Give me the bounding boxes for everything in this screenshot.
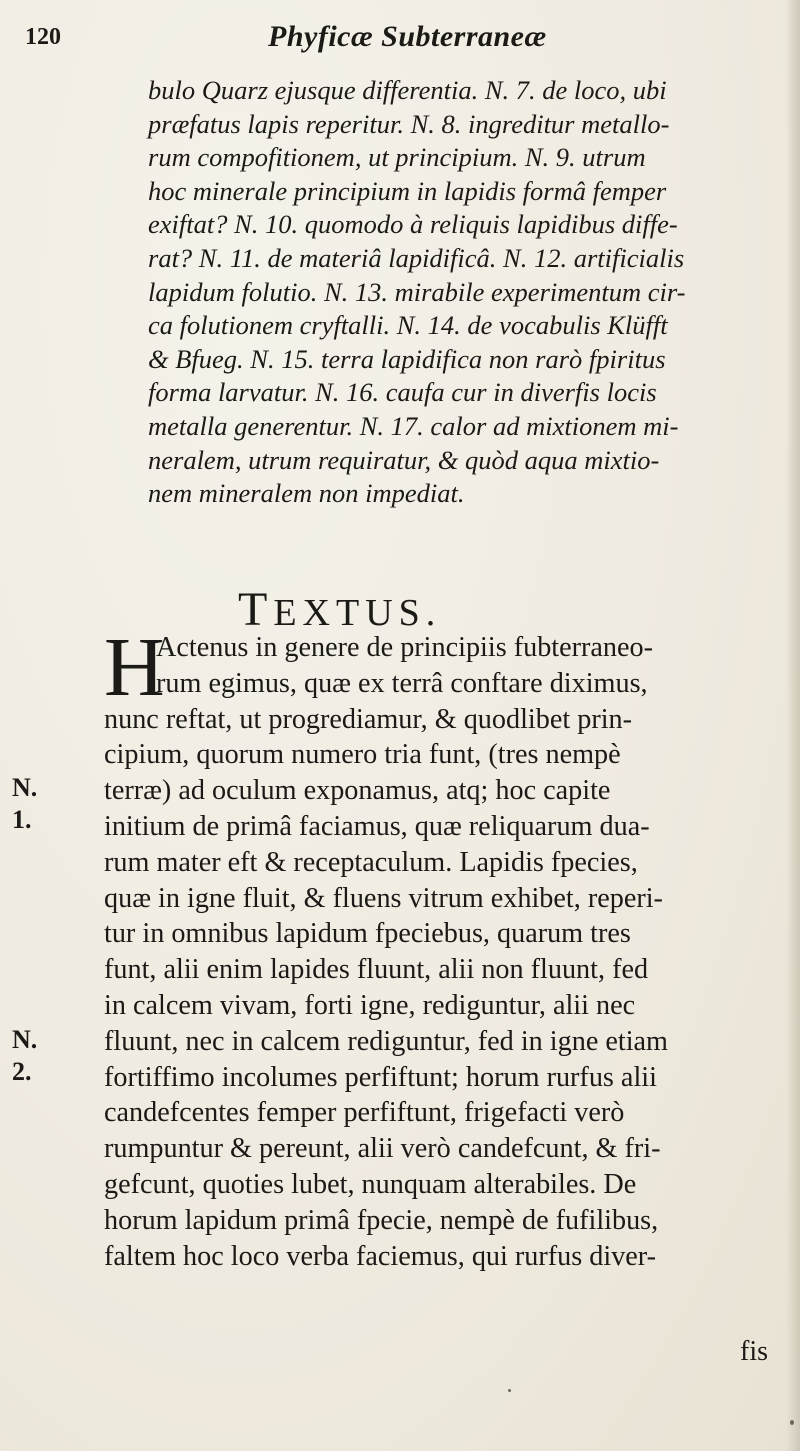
summary-line: nem mineralem non impediat.	[148, 478, 465, 509]
text-line: terræ) ad oculum exponamus, atq; hoc capite	[104, 775, 611, 807]
summary-line: bulo Quarz ejusque differentia. N. 7. de loco, ubi	[148, 75, 667, 105]
chapter-summary	[148, 74, 788, 511]
text-line: nunc reftat, ut progrediamur, & quodlibet prin-	[104, 703, 633, 735]
summary-line: & Bfueg. N. 15. terra lapidifica non rarò fpiritus	[148, 343, 666, 374]
text-line: Actenus in genere de principiis fubterraneo-	[156, 632, 653, 663]
margin-note-number: 1.	[12, 805, 32, 834]
text-line: quæ in igne fluit, & fluens vitrum exhibet, reperi-	[104, 882, 663, 914]
summary-line: rat? N. 11. de materiâ lapidificâ. N. 12. artificialis	[148, 242, 685, 273]
text-line: gefcunt, quoties lubet, nunquam alterabiles. De	[104, 1168, 637, 1200]
page-number: 120	[25, 24, 61, 50]
text-line: initium de primâ faciamus, quæ reliquarum dua-	[104, 810, 650, 842]
margin-note-label: N.	[12, 1025, 38, 1054]
section-heading	[238, 582, 441, 637]
margin-note-number: 2.	[12, 1057, 32, 1086]
summary-line: metalla generentur. N. 17. calor ad mixtionem mi-	[148, 410, 679, 441]
summary-line: rum compofitionem, ut principium. N. 9. utrum	[148, 142, 646, 173]
paper-speck	[508, 1389, 511, 1392]
main-text	[104, 621, 794, 1274]
text-line: fluunt, nec in calcem rediguntur, fed in igne etiam	[104, 1025, 668, 1057]
summary-line: lapidum folutio. N. 13. mirabile experimentum cir-	[148, 276, 686, 307]
summary-line: hoc minerale principium in lapidis formâ femper	[148, 175, 667, 206]
drop-cap: H	[104, 621, 165, 714]
margin-note-1	[12, 772, 37, 836]
text-line: fortiffimo incolumes perfiftunt; horum rurfus alii	[104, 1061, 657, 1093]
text-line: rum mater eft & receptaculum. Lapidis fpecies,	[104, 846, 638, 878]
section-heading-rest: EXTUS.	[273, 592, 442, 634]
margin-note-label: N.	[12, 773, 38, 802]
text-line: rumpuntur & pereunt, alii verò candefcunt, & fri-	[104, 1133, 661, 1165]
paper-speck	[790, 1420, 794, 1425]
summary-line: exiftat? N. 10. quomodo à reliquis lapidibus diffe-	[148, 209, 678, 240]
margin-note-2	[12, 1024, 37, 1088]
text-line: cipium, quorum numero tria funt, (tres nempè	[104, 739, 621, 771]
page-header	[0, 14, 800, 64]
text-line: tur in omnibus lapidum fpeciebus, quarum tres	[104, 918, 631, 950]
text-line: horum lapidum primâ fpecie, nempè de fufilibus,	[104, 1204, 659, 1236]
text-line: faltem hoc loco verba faciemus, qui rurfus diver-	[104, 1240, 657, 1272]
text-line: in calcem vivam, forti igne, rediguntur, alii nec	[104, 989, 636, 1021]
summary-line: neralem, utrum requiratur, & quòd aqua mixtio-	[148, 444, 660, 475]
section-heading-initial: T	[238, 583, 274, 636]
summary-line: ca folutionem cryftalli. N. 14. de vocabulis Klüfft	[148, 310, 668, 341]
catchword: fis	[740, 1336, 768, 1367]
text-line: funt, alii enim lapides fluunt, alii non fluunt, fed	[104, 954, 649, 986]
running-title: Phyficæ Subterraneæ	[268, 20, 547, 53]
summary-line: præfatus lapis reperitur. N. 8. ingreditur metallo-	[148, 108, 670, 139]
text-line: rum egimus, quæ ex terrâ conftare diximus,	[156, 667, 648, 699]
text-line: candefcentes femper perfiftunt, frigefacti verò	[104, 1097, 625, 1129]
summary-line: forma larvatur. N. 16. caufa cur in diverfis locis	[148, 377, 657, 408]
